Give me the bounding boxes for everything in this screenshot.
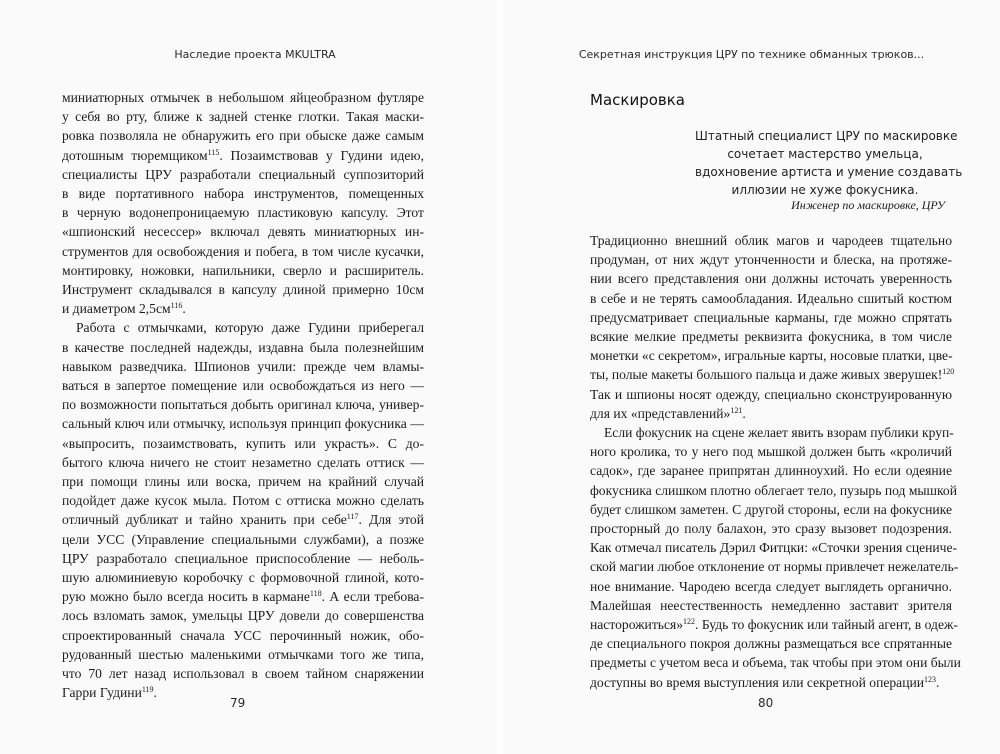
text-line bbox=[62, 646, 424, 664]
line-text: навыком разведчика. Шпионов учили: прежде чем вламы- bbox=[62, 358, 424, 374]
text-line bbox=[590, 501, 952, 519]
line-text: фокусника слишком плотно облегает тело, пузырь под мышкой bbox=[590, 482, 958, 498]
text-line bbox=[62, 147, 424, 167]
text-line bbox=[590, 635, 952, 653]
footnote-ref: 120 bbox=[942, 367, 955, 377]
line-text: монетки «с секретом», игральные карты, носовые платки, цве- bbox=[590, 348, 953, 364]
text-line bbox=[590, 347, 952, 365]
line-text: ЦРУ разработало специальное приспособление — неболь- bbox=[62, 550, 424, 566]
text-line bbox=[590, 328, 952, 346]
epigraph-line: иллюзии не хуже фокусника. bbox=[731, 183, 919, 197]
line-text: в себе и не терять самообладания. Идеально сшитый костюм bbox=[590, 290, 952, 306]
line-text: рудованный шестью маленькими отмычками того же типа, bbox=[62, 646, 424, 662]
line-text: рую можно было всегда носить в кармане bbox=[62, 589, 310, 605]
line-text: Работа с отмычками, которую даже Гудини приберегал bbox=[76, 320, 424, 336]
footnote-ref: 118 bbox=[309, 589, 322, 599]
text-line bbox=[62, 627, 424, 645]
line-text: цели УСС (Управление специальными службами), а позже bbox=[62, 531, 424, 547]
line-text-tail: . bbox=[742, 405, 746, 421]
text-line bbox=[62, 223, 424, 241]
text-line bbox=[62, 281, 424, 299]
line-text: садок», где заранее припрятан длинноухий. Но если одеяние bbox=[590, 463, 952, 479]
running-head: Секретная инструкция ЦРУ по технике обманных трюков... bbox=[578, 48, 925, 61]
text-line bbox=[62, 492, 424, 510]
line-text: в черную водонепроницаемую пластиковую капсулу. Этот bbox=[62, 205, 424, 221]
line-text-tail: . bbox=[153, 685, 157, 701]
text-line bbox=[590, 654, 961, 672]
line-text: Гарри Гудини bbox=[62, 685, 142, 701]
text-line bbox=[590, 366, 955, 386]
text-line bbox=[590, 309, 952, 327]
running-head: Наследие проекта MKULTRA bbox=[174, 48, 336, 61]
text-line bbox=[62, 262, 424, 280]
text-line bbox=[62, 243, 424, 261]
text-line bbox=[62, 185, 424, 203]
line-text: де специального покроя должны размещаться все спрятанные bbox=[590, 636, 952, 652]
line-text: струментов для освобождения и побега, в том числе кусачки, bbox=[62, 243, 424, 259]
text-line bbox=[590, 270, 952, 288]
page-number: 79 bbox=[230, 696, 246, 710]
line-text: в качестве последней надежды, издавна была полезнейшим bbox=[62, 339, 424, 355]
text-line bbox=[62, 569, 424, 587]
line-text: бытого ключа ничего не стоит незаметно сделать оттиск — bbox=[62, 454, 424, 470]
epigraph-line: Штатный специалист ЦРУ по маскировке bbox=[695, 129, 958, 143]
line-text: продуман, от них ждут утонченности и блеска, на протяже- bbox=[590, 252, 952, 268]
line-text: подойдет даже кусок мыла. Потом с оттиска можно сделать bbox=[62, 493, 424, 509]
text-line bbox=[590, 251, 952, 269]
line-text: для их «представлений» bbox=[590, 405, 731, 421]
line-text: при помощи глины или воска, причем на крайний случай bbox=[62, 474, 424, 489]
text-line bbox=[590, 520, 952, 538]
line-text: ваться в запертое помещение или освобождаться из него — bbox=[62, 378, 424, 393]
line-text: ное внимание. Чародею всегда следует выглядеть органично. bbox=[590, 578, 952, 594]
line-text: «шпионский несессер» включал девять миниатюрных ин- bbox=[62, 224, 424, 240]
text-line bbox=[590, 405, 746, 425]
epigraph-line: вдохновение артиста и умение создавать bbox=[695, 165, 963, 179]
text-line bbox=[62, 127, 424, 145]
page-number: 80 bbox=[758, 696, 774, 710]
text-line bbox=[62, 531, 424, 549]
text-line bbox=[590, 616, 958, 636]
text-line bbox=[62, 550, 424, 568]
text-line bbox=[62, 396, 424, 414]
line-text: «выпросить, позаимствовать, купить или украсть». С до- bbox=[62, 435, 424, 451]
text-line bbox=[62, 89, 424, 107]
line-text: сальный ключ или отмычку, используя принцип фокусника — bbox=[62, 416, 424, 432]
epigraph-line: сочетает мастерство умельца, bbox=[727, 147, 923, 161]
text-line bbox=[590, 578, 952, 596]
line-text: предусматривает специальные карманы, где можно спрятать bbox=[590, 309, 952, 325]
line-text: дотошным тюремщиком bbox=[62, 147, 208, 163]
line-text: Инструмент складывался в капсулу длиной примерно 10см bbox=[62, 282, 424, 297]
line-text: нии всего представления они должны источать уверенность bbox=[590, 271, 952, 287]
line-text: всякие мелкие предметы реквизита фокусника, в том числе bbox=[590, 329, 952, 344]
section-heading: Маскировка bbox=[590, 91, 685, 109]
line-text-tail: . Будь то фокусник или тайный агент, в одеж- bbox=[695, 617, 958, 632]
text-line bbox=[590, 539, 958, 557]
text-line bbox=[62, 204, 424, 222]
text-line bbox=[590, 232, 952, 250]
epigraph-attribution: Инженер по маскировке, ЦРУ bbox=[791, 198, 945, 212]
line-text: ты, полые макеты большого пальца и даже живых зверушек! bbox=[590, 367, 943, 383]
line-text: доступны во время выступления или секретной операции bbox=[590, 674, 925, 690]
line-text: Если фокусник на сцене желает явить взорам публики круп- bbox=[604, 425, 954, 440]
line-text: просторный до полу балахон, это сразу вызовет подозрения. bbox=[590, 521, 952, 536]
footnote-ref: 117 bbox=[346, 512, 359, 522]
text-line bbox=[590, 558, 959, 576]
line-text-tail: . Позаимствовав у Гудини идею, bbox=[219, 147, 424, 163]
line-text: специалисты ЦРУ разработали специальный суппозиторий bbox=[62, 166, 424, 182]
text-line bbox=[590, 443, 952, 461]
text-line bbox=[62, 665, 424, 683]
text-line bbox=[62, 300, 186, 320]
left-page bbox=[0, 0, 497, 754]
line-text: что 70 лет назад использовал в своем тайном снаряжении bbox=[62, 666, 424, 681]
text-line bbox=[590, 674, 939, 694]
text-line bbox=[590, 424, 952, 442]
text-line bbox=[62, 588, 424, 608]
line-text: монтировку, ножовки, напильники, сверло и расширитель. bbox=[62, 262, 424, 278]
text-line bbox=[62, 319, 424, 337]
text-line bbox=[590, 482, 958, 500]
footnote-ref: 116 bbox=[170, 301, 183, 311]
footnote-ref: 123 bbox=[924, 674, 937, 684]
line-text: насторожиться» bbox=[590, 617, 684, 632]
line-text: Как отмечал писатель Дэрил Фитцки: «Сточки зрения сцениче- bbox=[590, 540, 958, 556]
text-line bbox=[62, 108, 424, 126]
footnote-ref: 122 bbox=[683, 617, 696, 626]
text-line bbox=[590, 290, 952, 308]
footnote-ref: 115 bbox=[207, 147, 220, 157]
line-text: ровка позволяла не обнаружить его при обыске даже самым bbox=[62, 128, 424, 144]
text-line bbox=[62, 415, 424, 433]
right-page bbox=[503, 0, 1000, 754]
line-text: отличный дубликат и тайно хранить при себе bbox=[62, 512, 347, 528]
line-text: по возможности попытаться добыть оригинал ключа, универ- bbox=[62, 397, 424, 413]
text-line bbox=[62, 473, 424, 491]
text-line bbox=[62, 684, 157, 704]
line-text-tail: . А если требова- bbox=[321, 589, 424, 605]
text-line bbox=[62, 511, 424, 531]
line-text: Так и шпионы носят одежду, специально сконструированную bbox=[590, 386, 952, 402]
line-text-tail: . bbox=[936, 674, 940, 690]
line-text: и диаметром 2,5см bbox=[62, 301, 171, 317]
line-text: миниатюрных отмычек в небольшом яйцеобразном футляре bbox=[62, 90, 424, 105]
text-line bbox=[62, 377, 424, 395]
line-text: ской магии любое отклонение от нормы привлечет нежелатель- bbox=[590, 559, 959, 575]
line-text: спроектированный сначала УСС перочинный ножик, обо- bbox=[62, 627, 424, 643]
footnote-ref: 121 bbox=[730, 405, 743, 415]
line-text: шую алюминиевую коробочку с формовочной глиной, кото- bbox=[62, 570, 424, 585]
text-line bbox=[62, 607, 424, 625]
text-line bbox=[62, 358, 424, 376]
line-text: у себя во рту, ближе к задней стенке глотки. Такая маски- bbox=[62, 109, 424, 125]
line-text: предметы с учетом веса и объема, так чтобы при этом они были bbox=[590, 655, 961, 671]
line-text-tail: . Для этой bbox=[358, 512, 424, 528]
line-text: будет слишком заметен. С другой стороны, если на фокуснике bbox=[590, 501, 952, 517]
line-text: Традиционно внешний облик магов и чародеев тщательно bbox=[590, 233, 952, 248]
text-line bbox=[590, 597, 952, 615]
line-text-tail: . bbox=[182, 301, 186, 317]
text-line bbox=[62, 435, 424, 453]
line-text: лось взломать замок, умельцы ЦРУ довели до совершенства bbox=[62, 608, 424, 624]
line-text: Малейшая неестественность немедленно заставит зрителя bbox=[590, 597, 952, 613]
line-text: ного кролика, то у него под мышкой должен быть «кроличий bbox=[590, 444, 952, 460]
text-line bbox=[590, 462, 952, 480]
text-line bbox=[62, 166, 424, 184]
text-line bbox=[62, 339, 424, 357]
text-line bbox=[62, 454, 424, 472]
text-line bbox=[590, 386, 952, 404]
line-text: в виде портативного набора инструментов, помещенных bbox=[62, 186, 424, 201]
footnote-ref: 119 bbox=[141, 685, 154, 695]
